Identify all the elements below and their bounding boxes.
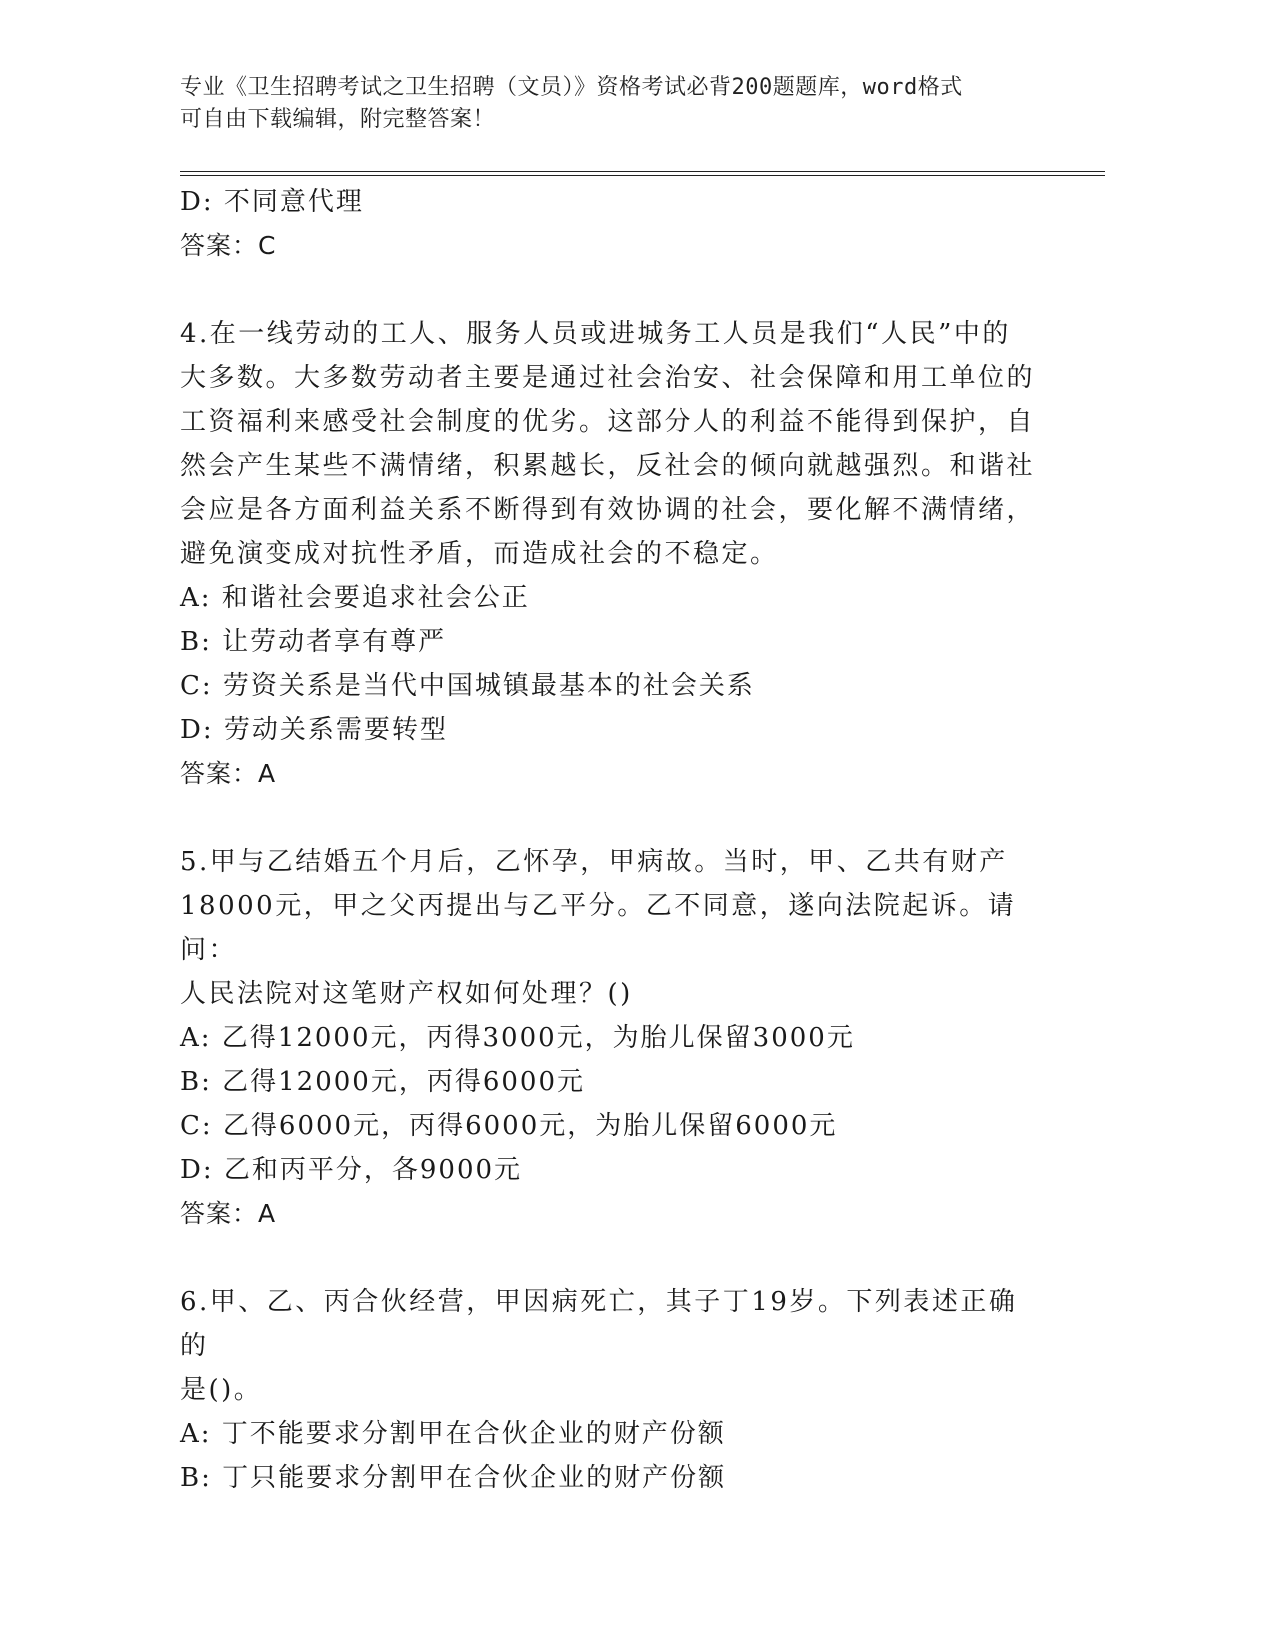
- question-stem-line: 5.甲与乙结婚五个月后，乙怀孕，甲病故。当时，甲、乙共有财产: [180, 847, 1008, 877]
- header-divider-bottom: [180, 175, 1105, 176]
- spacer: [180, 1236, 1040, 1280]
- option-d: D: 乙和丙平分，各9000元: [180, 1155, 523, 1185]
- question-5: [180, 840, 1040, 1236]
- answer-line: 答案：A: [180, 1199, 277, 1228]
- question-stem-line: 是()。: [180, 1375, 263, 1405]
- answer-line: 答案：A: [180, 759, 277, 788]
- question-stem-line: 会应是各方面利益关系不断得到有效协调的社会，要化解不满情绪，: [180, 495, 1036, 525]
- question-stem-line: 18000元，甲之父丙提出与乙平分。乙不同意，遂向法院起诉。请问：: [180, 891, 1017, 965]
- page-header: [180, 72, 1040, 136]
- question-stem-line: 人民法院对这笔财产权如何处理？(): [180, 979, 633, 1009]
- option-a: A: 丁不能要求分割甲在合伙企业的财产份额: [180, 1419, 726, 1449]
- header-line-1: 专业《卫生招聘考试之卫生招聘（文员）》资格考试必背200题题库，word格式: [180, 75, 963, 100]
- question-stem-line: 4.在一线劳动的工人、服务人员或进城务工人员是我们“人民”中的: [180, 319, 1011, 349]
- answer-line: 答案：C: [180, 231, 277, 260]
- spacer: [180, 268, 1040, 312]
- previous-question-tail: [180, 180, 1040, 268]
- option-b: B: 丁只能要求分割甲在合伙企业的财产份额: [180, 1463, 727, 1493]
- header-line-2: 可自由下载编辑，附完整答案！: [180, 107, 496, 132]
- option-b: B: 让劳动者享有尊严: [180, 627, 447, 657]
- question-stem-line: 工资福利来感受社会制度的优劣。这部分人的利益不能得到保护，自: [180, 407, 1036, 437]
- question-4: [180, 312, 1040, 796]
- header-divider-top: [180, 171, 1105, 172]
- option-c: C: 劳资关系是当代中国城镇最基本的社会关系: [180, 671, 755, 701]
- option-a: A: 乙得12000元，丙得3000元，为胎儿保留3000元: [180, 1023, 855, 1053]
- question-stem-line: 避免演变成对抗性矛盾，而造成社会的不稳定。: [180, 539, 779, 569]
- option-d: D: 劳动关系需要转型: [180, 715, 448, 745]
- question-stem-line: 6.甲、乙、丙合伙经营，甲因病死亡，其子丁19岁。下列表述正确的: [180, 1287, 1018, 1361]
- question-6: [180, 1280, 1040, 1500]
- option-d: D: 不同意代理: [180, 187, 364, 217]
- document-body: [180, 180, 1040, 1500]
- spacer: [180, 796, 1040, 840]
- option-a: A: 和谐社会要追求社会公正: [180, 583, 530, 613]
- option-b: B: 乙得12000元，丙得6000元: [180, 1067, 586, 1097]
- question-stem-line: 然会产生某些不满情绪，积累越长，反社会的倾向就越强烈。和谐社: [180, 451, 1036, 481]
- option-c: C: 乙得6000元，丙得6000元，为胎儿保留6000元: [180, 1111, 838, 1141]
- question-stem-line: 大多数。大多数劳动者主要是通过社会治安、社会保障和用工单位的: [180, 363, 1036, 393]
